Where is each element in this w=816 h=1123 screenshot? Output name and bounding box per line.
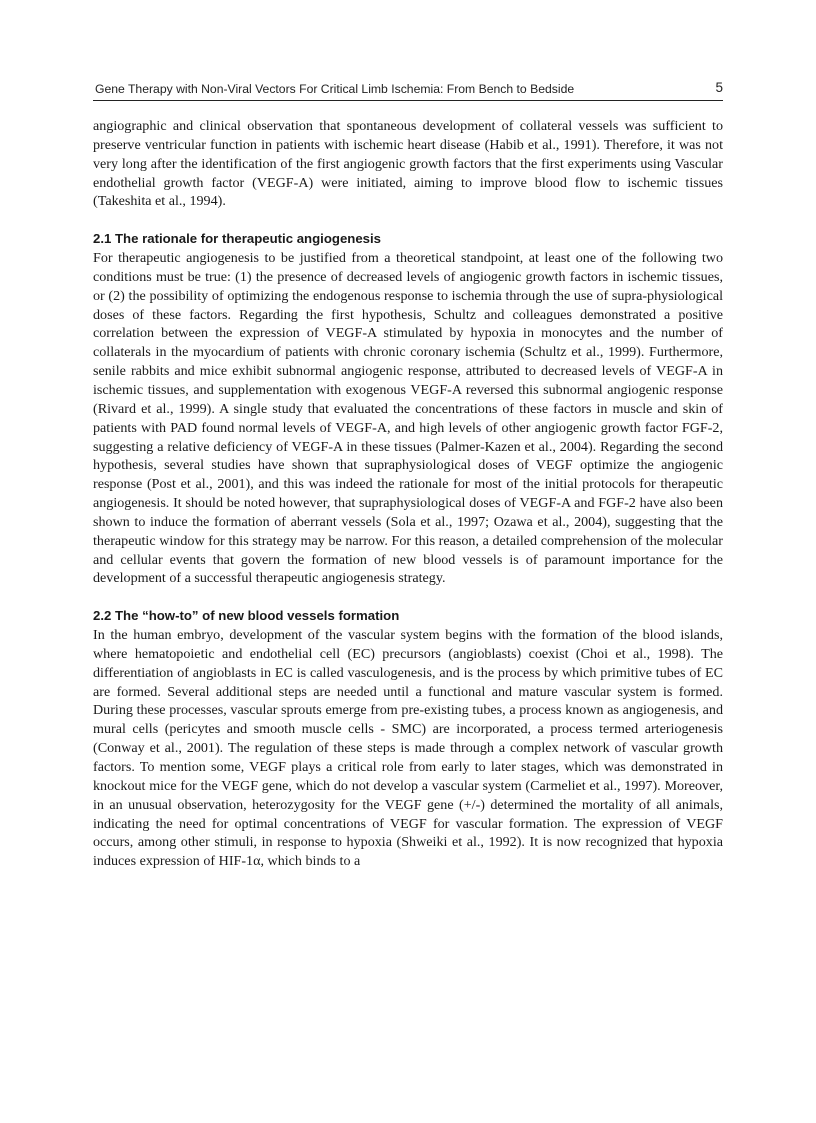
body-text bbox=[93, 117, 723, 871]
spacer bbox=[93, 588, 723, 607]
intro-paragraph: angiographic and clinical observation that spontaneous development of collateral vessels was sufficient to preserve ventricular function in patients with ischemic heart disease (Habib et al., 1991). Therefore, it was not very long after the identification of the first angiogenic growth factors that the first experiments using Vascular endothelial growth factor (VEGF-A) were initiated, aiming to improve blood flow to ischemic tissues (Takeshita et al., 1994). bbox=[93, 118, 723, 210]
running-header bbox=[93, 80, 723, 101]
running-title: Gene Therapy with Non-Viral Vectors For Critical Limb Ischemia: From Bench to Bedside bbox=[95, 82, 575, 96]
section-heading-2-2: 2.2 The “how-to” of new blood vessels formation bbox=[93, 608, 400, 624]
section-heading-2-1: 2.1 The rationale for therapeutic angiogenesis bbox=[93, 231, 382, 247]
spacer bbox=[93, 211, 723, 230]
page-number: 5 bbox=[715, 80, 723, 95]
section-2-2-paragraph: In the human embryo, development of the vascular system begins with the formation of the blood islands, where hematopoietic and endothelial cell (EC) precursors (angioblasts) coexist (Choi et al., 1998). The differentiation of angioblasts in EC is called vasculogenesis, and is the process by which primitive tubes of EC are formed. Several additional steps are needed until a functional and mature vascular system is formed. During these processes, vascular sprouts emerge from pre-existing tubes, a process known as angiogenesis, and mural cells (pericytes and smooth muscle cells - SMC) are incorporated, a process termed arteriogenesis (Conway et al., 2001). The regulation of these steps is made through a complex network of vascular growth factors. To mention some, VEGF plays a critical role from early to later stages, which was demonstrated in knockout mice for the VEGF gene, which do not develop a vascular system (Carmeliet et al., 1997). Moreover, in an unusual observation, heterozygosity for the VEGF gene (+/-) determined the mortality of all animals, indicating the need for optimal concentrations of VEGF for vascular formation. The expression of VEGF occurs, among other stimuli, in response to hypoxia (Shweiki et al., 1992). It is now recognized that hypoxia induces expression of HIF-1α, which binds to a bbox=[93, 627, 723, 870]
section-2-1-paragraph: For therapeutic angiogenesis to be justified from a theoretical standpoint, at least one of the following two conditions must be true: (1) the presence of decreased levels of angiogenic growth factors in ischemic tissues, or (2) the possibility of optimizing the endogenous response to ischemia through the use of supra-physiological doses of these factors. Regarding the first hypothesis, Schultz and colleagues demonstrated a positive correlation between the expression of VEGF-A stimulated by hypoxia in monocytes and the number of collaterals in the myocardium of patients with chronic coronary ischemia (Schultz et al., 1999). Furthermore, senile rabbits and mice exhibit subnormal angiogenic response, attributed to decreased levels of VEGF-A in ischemic tissues, and supplementation with exogenous VEGF-A reversed this subnormal angiogenic response (Rivard et al., 1999). A single study that evaluated the concentrations of these factors in muscle and skin of patients with PAD found normal levels of VEGF-A, and high levels of other angiogenic growth factor FGF-2, suggesting a relative deficiency of VEGF-A in these tissues (Palmer-Kazen et al., 2004). Regarding the second hypothesis, several studies have shown that supraphysiological doses of VEGF optimize the angiogenic response (Post et al., 2001), and this was indeed the rationale for most of the initial protocols for therapeutic angiogenesis. It should be noted however, that supraphysiological doses of VEGF-A and FGF-2 have also been shown to induce the formation of aberrant vessels (Sola et al., 1997; Ozawa et al., 2004), suggesting that the therapeutic window for this strategy may be narrow. For this reason, a detailed comprehension of the molecular and cellular events that govern the formation of new blood vessels is of paramount importance for the development of a successful therapeutic angiogenesis strategy. bbox=[93, 250, 723, 587]
